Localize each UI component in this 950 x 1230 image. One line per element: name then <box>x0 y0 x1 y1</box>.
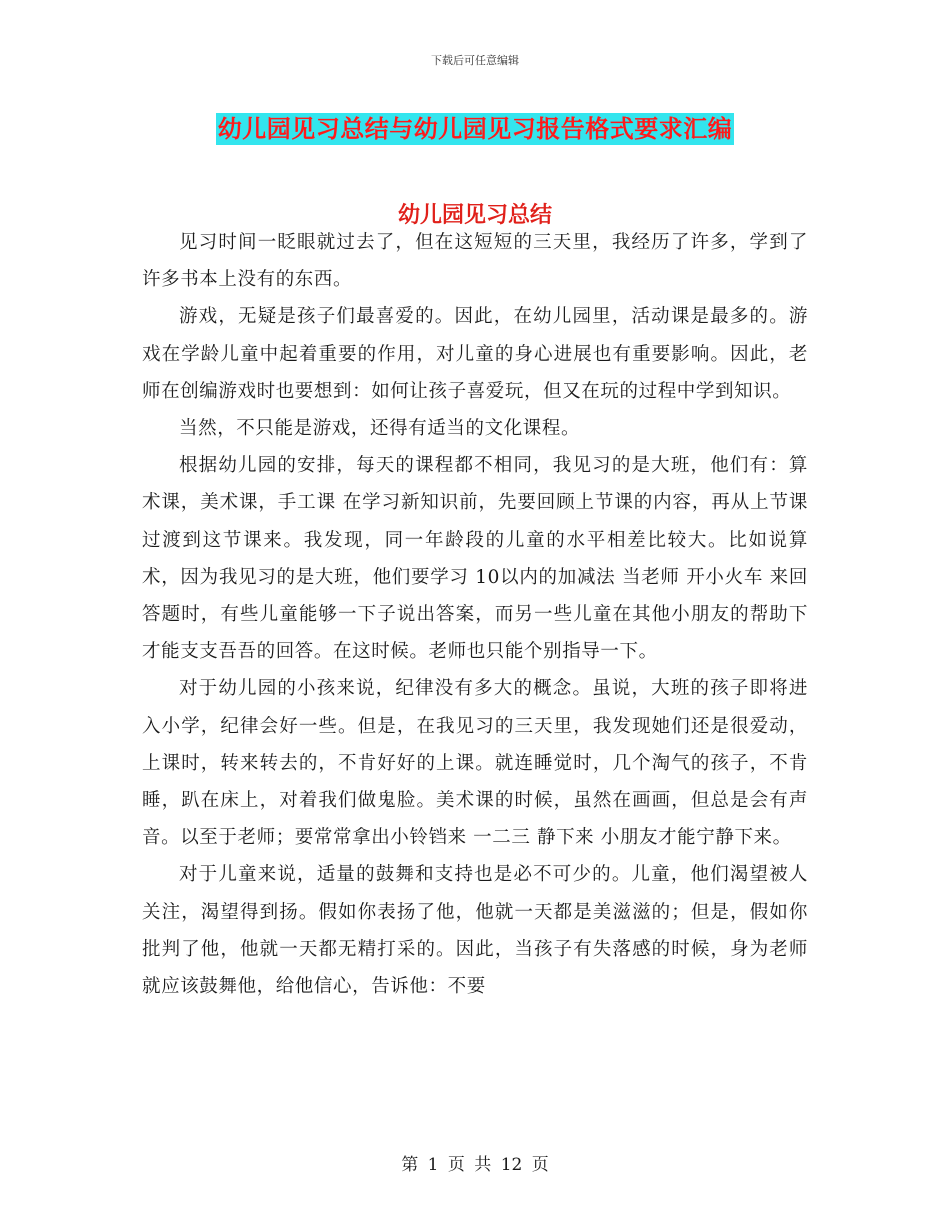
page-footer: 第 1 页 共 12 页 <box>401 1155 549 1175</box>
document-body <box>142 224 808 1005</box>
paragraph-6: 对于儿童来说，适量的鼓舞和支持也是必不可少的。儿童，他们渴望被人关注，渴望得到扬。假如你表扬了他，他就一天都是美滋滋的；但是，假如你批判了他，他就一天都无精打采的。因此，当孩子有失落感的时候，身为老师就应该鼓舞他，给他信心，告诉他：不要 <box>142 864 808 998</box>
document-title-container <box>0 113 950 145</box>
paragraph-4: 根据幼儿园的安排，每天的课程都不相同，我见习的是大班，他们有：算术课，美术课，手工课 在学习新知识前，先要回顾上节课的内容，再从上节课过渡到这节课来。我发现，同一年龄段的儿童的水平相差比较大。比如说算术，因为我见习的是大班，他们要学习 10以内的加减法 当老师 开小火车 来回答题时，有些儿童能够一下子说出答案，而另一些儿童在其他小朋友的帮助下才能支支吾吾的回答。在这时候。老师也只能个别指导一下。 <box>142 455 808 663</box>
paragraph-1: 见习时间一眨眼就过去了，但在这短短的三天里，我经历了许多，学到了许多书本上没有的东西。 <box>142 232 808 291</box>
page-header-note: 下载后可任意编辑 <box>431 54 519 67</box>
paragraph-3: 当然，不只能是游戏，还得有适当的文化课程。 <box>179 418 581 440</box>
section-title: 幼儿园见习总结 <box>397 202 552 228</box>
paragraph-5: 对于幼儿园的小孩来说，纪律没有多大的概念。虽说，大班的孩子即将进入小学，纪律会好一些。但是，在我见习的三天里，我发现她们还是很爱动，上课时，转来转去的，不肯好好的上课。就连睡觉时，几个淘气的孩子，不肯睡，趴在床上，对着我们做鬼脸。美术课的时候，虽然在画画，但总是会有声音。以至于老师；要常常拿出小铃铛来 一二三 静下来 小朋友才能宁静下来。 <box>142 678 808 849</box>
document-title: 幼儿园见习总结与幼儿园见习报告格式要求汇编 <box>217 114 733 143</box>
paragraph-2: 游戏，无疑是孩子们最喜爱的。因此，在幼儿园里，活动课是最多的。游戏在学龄儿童中起着重要的作用，对儿童的身心进展也有重要影响。因此，老师在创编游戏时也要想到：如何让孩子喜爱玩，但又在玩的过程中学到知识。 <box>142 306 808 402</box>
